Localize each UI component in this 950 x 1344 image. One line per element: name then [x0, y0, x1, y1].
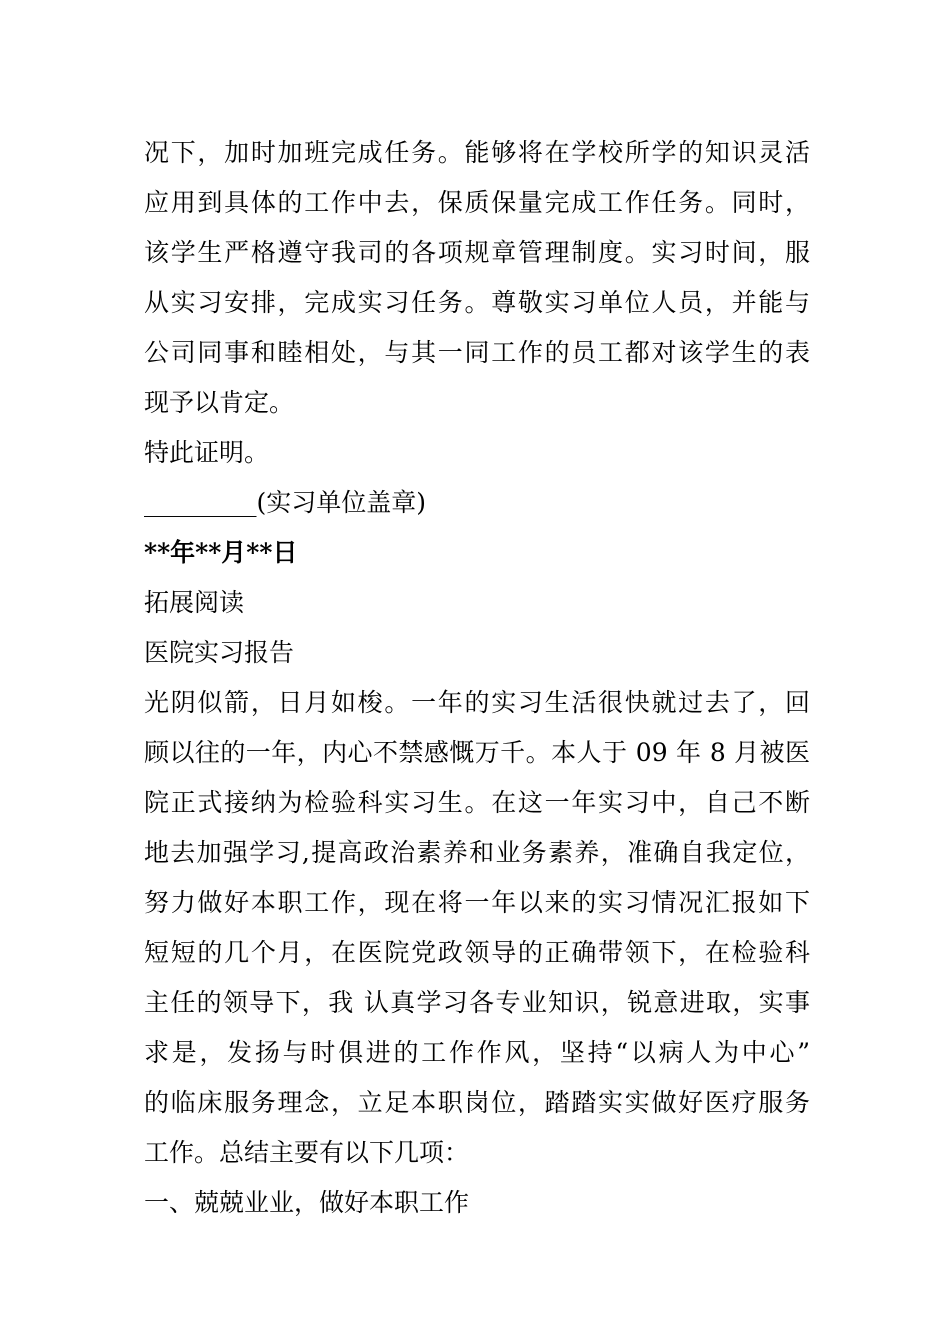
text-line: 从实习安排，完成实习任务。尊敬实习单位人员，并能与: [144, 288, 810, 317]
text-line: 工作。总结主要有以下几项：: [144, 1138, 470, 1167]
text-line: 现予以肯定。: [144, 388, 295, 417]
date-line: **年**月**日: [144, 538, 298, 567]
stamp-line: _________(实习单位盖章): [144, 488, 427, 517]
paragraph-internship-evaluation: [144, 128, 810, 428]
text-line: 努力做好本职工作，现在将一年以来的实习情况汇报如下: [144, 888, 810, 917]
text-line: 该学生严格遵守我司的各项规章管理制度。实习时间，服: [144, 238, 810, 267]
text-line: 地去加强学习,提高政治素养和业务素养，准确自我定位，: [144, 838, 810, 867]
text-line: 光阴似箭，日月如梭。一年的实习生活很快就过去了，回: [144, 688, 810, 717]
text-line: 主任的领导下，我 认真学习各专业知识，锐意进取，实事: [144, 988, 810, 1017]
text-line: 公司同事和睦相处，与其一同工作的员工都对该学生的表: [144, 338, 810, 367]
text-line: 短短的几个月，在医院党政领导的正确带领下，在检验科: [144, 938, 810, 967]
extended-reading-label: 拓展阅读: [144, 588, 245, 617]
document-body: [144, 128, 810, 1228]
report-title: 医院实习报告: [144, 638, 295, 667]
text-line: 况下，加时加班完成任务。能够将在学校所学的知识灵活: [144, 138, 810, 167]
text-line: 求是，发扬与时俱进的工作作风，坚持“以病人为中心”: [144, 1038, 810, 1067]
section-heading: 一、兢兢业业，做好本职工作: [144, 1188, 470, 1217]
paragraph-hospital-report: [144, 678, 810, 1178]
text-line: 院正式接纳为检验科实习生。在这一年实习中，自己不断: [144, 788, 810, 817]
certify-statement: 特此证明。: [144, 438, 270, 467]
text-line: 应用到具体的工作中去，保质保量完成工作任务。同时，: [144, 188, 810, 217]
text-line: 的临床服务理念，立足本职岗位，踏踏实实做好医疗服务: [144, 1088, 810, 1117]
text-line: 顾以往的一年，内心不禁感慨万千。本人于 09 年 8 月被医: [144, 738, 810, 767]
